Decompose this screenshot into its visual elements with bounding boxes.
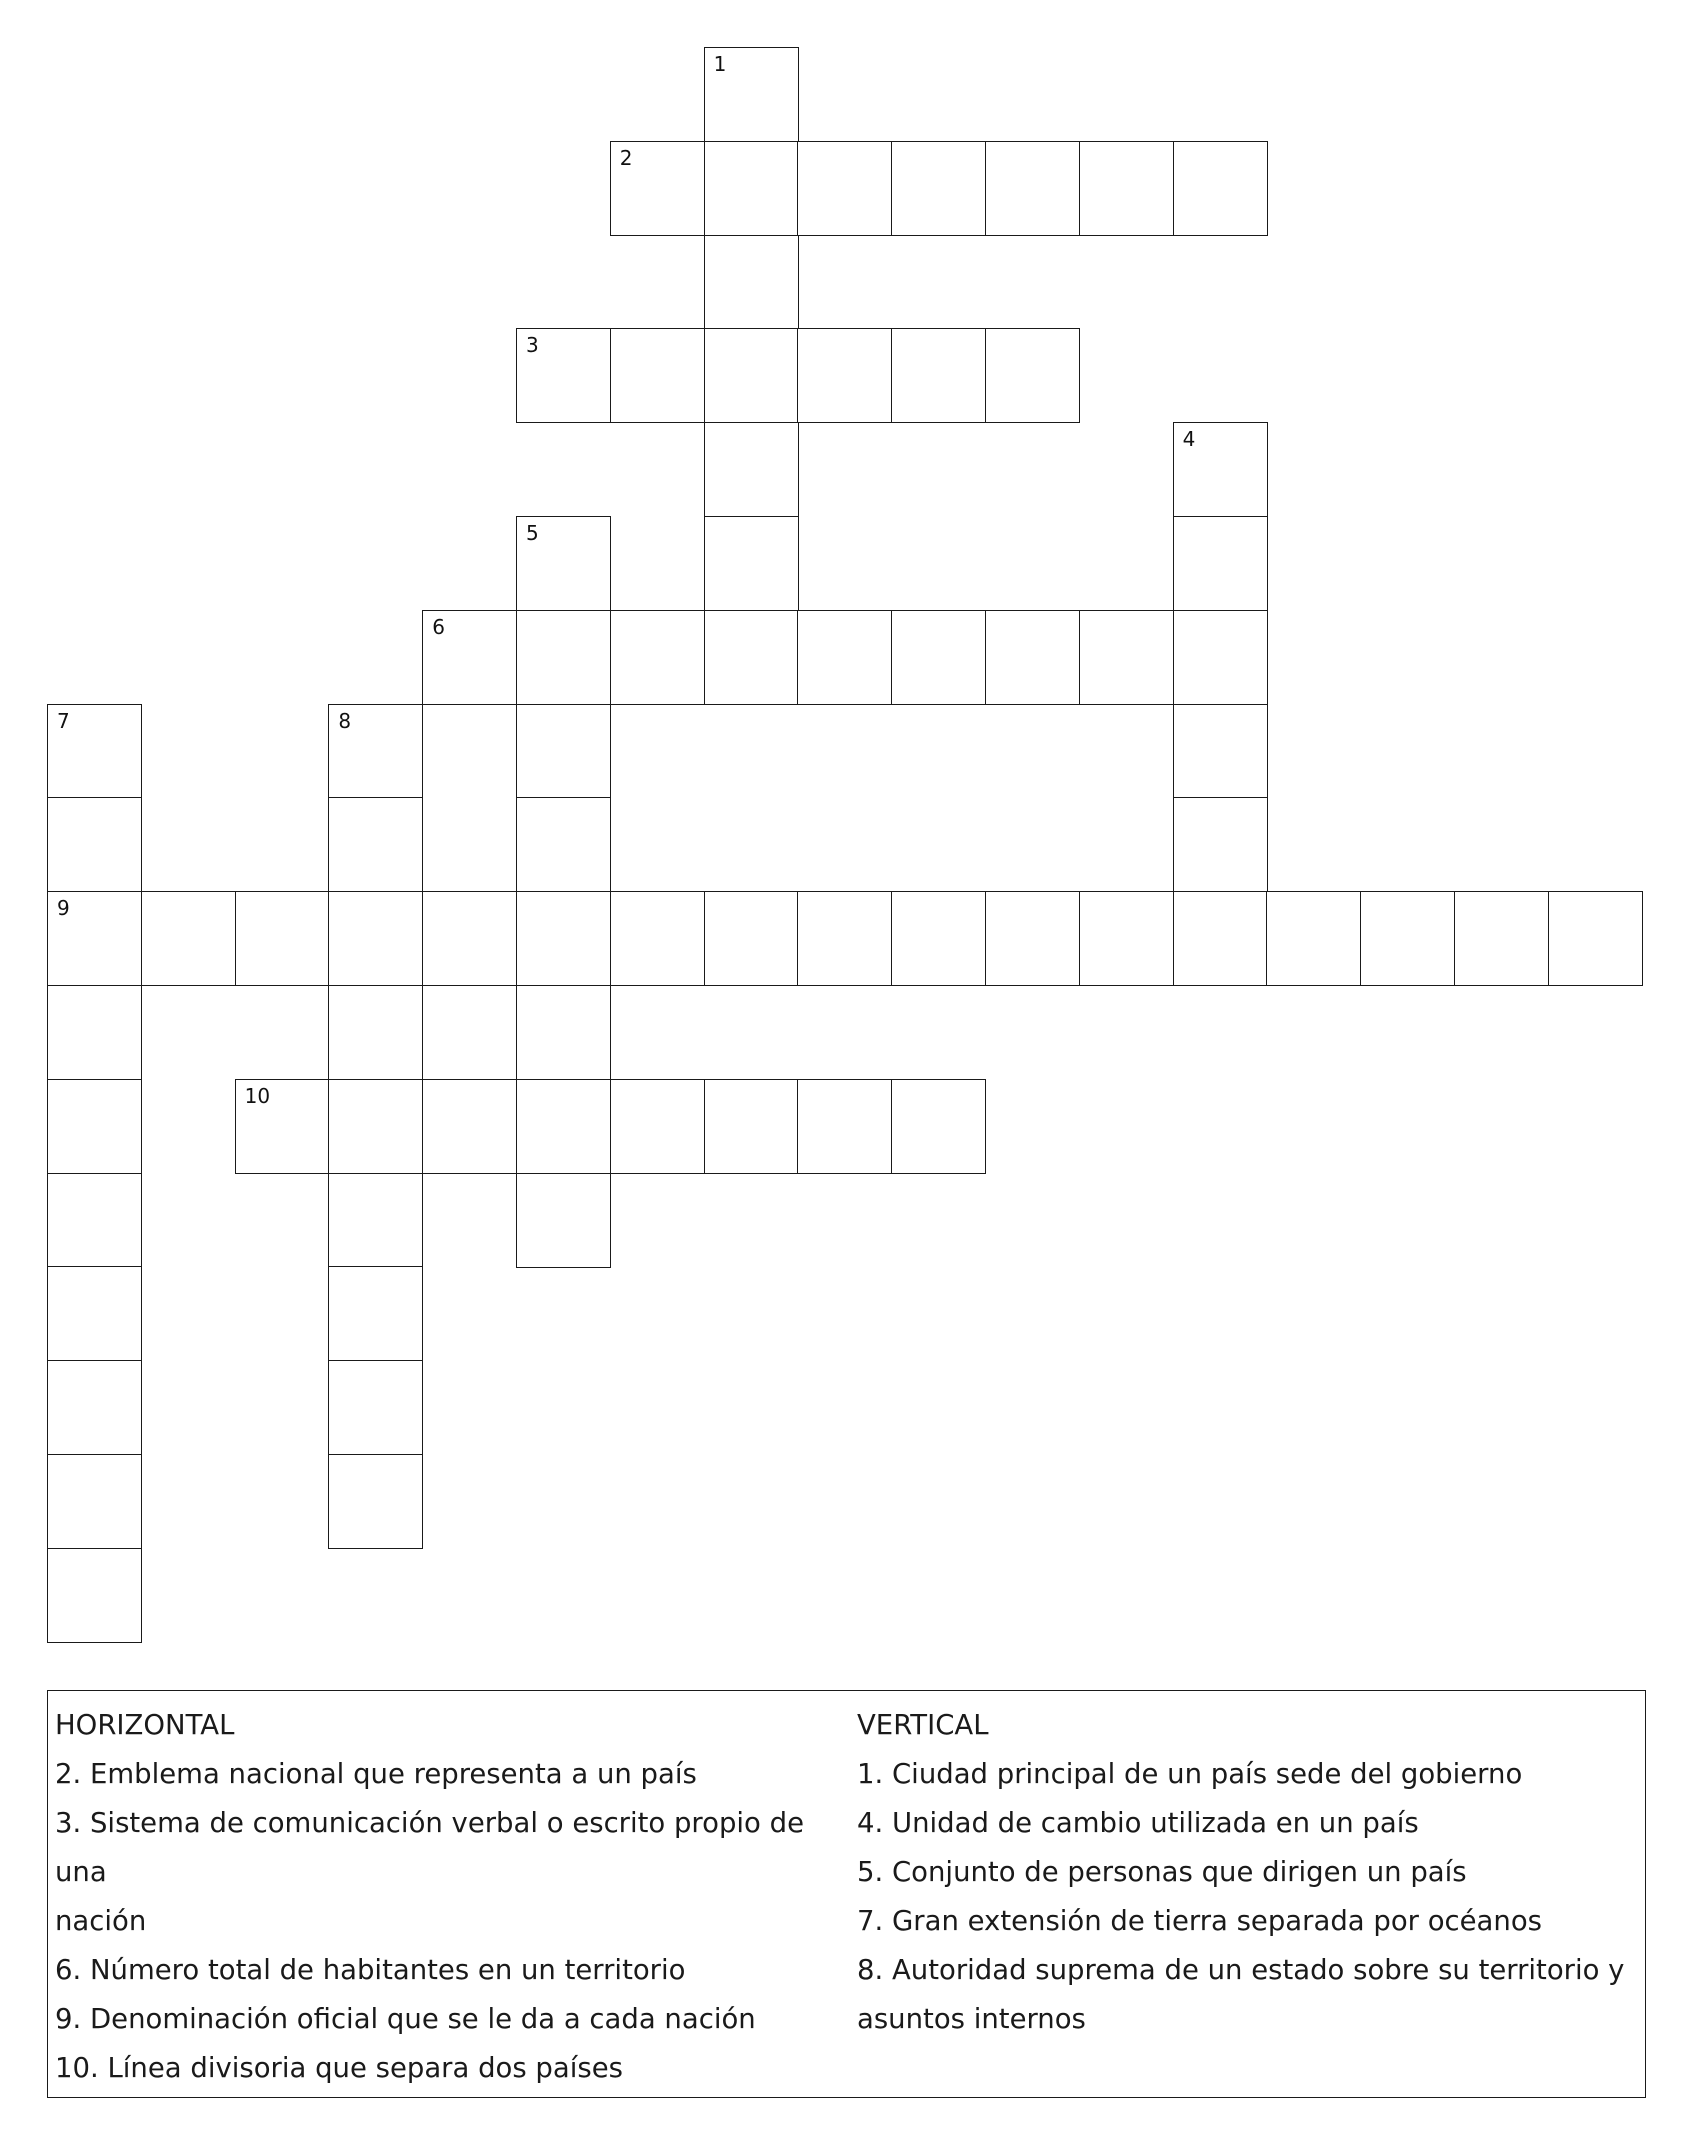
crossword-cell[interactable]: [1454, 891, 1549, 986]
clue-line: 4. Unidad de cambio utilizada en un país: [857, 1807, 1419, 1839]
crossword-cell[interactable]: [516, 516, 611, 611]
clue-line: nación: [55, 1905, 147, 1937]
clue-number: 10: [244, 1083, 271, 1108]
crossword-cell[interactable]: [516, 1079, 611, 1174]
crossword-cell[interactable]: [47, 704, 142, 799]
crossword-cell[interactable]: [704, 47, 799, 142]
crossword-cell[interactable]: [891, 1079, 986, 1174]
crossword-cell[interactable]: [422, 610, 517, 705]
clue-number: 5: [526, 521, 539, 545]
crossword-cell[interactable]: [704, 1079, 799, 1174]
crossword-cell[interactable]: [47, 891, 142, 986]
crossword-cell[interactable]: [704, 891, 799, 986]
horizontal-clues: [55, 1701, 855, 2093]
crossword-cell[interactable]: [610, 1079, 705, 1174]
crossword-cell[interactable]: [1360, 891, 1455, 986]
clue-line: 1. Ciudad principal de un país sede del gobierno: [857, 1758, 1523, 1790]
crossword-cell[interactable]: [704, 141, 799, 236]
clue-line: 6. Número total de habitantes en un territorio: [55, 1954, 686, 1986]
crossword-cell[interactable]: [47, 1548, 142, 1643]
clue-line: 5. Conjunto de personas que dirigen un país: [857, 1856, 1467, 1888]
crossword-cell[interactable]: [797, 610, 892, 705]
crossword-cell[interactable]: [610, 328, 705, 423]
crossword-cell[interactable]: [797, 1079, 892, 1174]
crossword-cell[interactable]: [1173, 610, 1268, 705]
crossword-cell[interactable]: [985, 891, 1080, 986]
crossword-cell[interactable]: [328, 1173, 423, 1268]
crossword-cell[interactable]: [610, 891, 705, 986]
crossword-cell[interactable]: [1173, 797, 1268, 892]
horizontal-title: HORIZONTAL: [55, 1709, 235, 1741]
crossword-cell[interactable]: [328, 1360, 423, 1455]
crossword-cell[interactable]: [516, 704, 611, 799]
crossword-cell[interactable]: [516, 610, 611, 705]
crossword-cell[interactable]: [422, 1079, 517, 1174]
crossword-cell[interactable]: [610, 610, 705, 705]
crossword-cell[interactable]: [1173, 141, 1268, 236]
crossword-cell[interactable]: [1079, 141, 1174, 236]
crossword-cell[interactable]: [797, 891, 892, 986]
crossword-cell[interactable]: [704, 516, 799, 611]
crossword-cell[interactable]: [1173, 422, 1268, 517]
crossword-cell[interactable]: [328, 1266, 423, 1361]
crossword-cell[interactable]: [704, 235, 799, 330]
clue-box: [47, 1690, 1646, 2098]
crossword-cell[interactable]: [610, 141, 705, 236]
crossword-cell[interactable]: [1173, 704, 1268, 799]
crossword-cell[interactable]: [47, 1266, 142, 1361]
crossword-cell[interactable]: [235, 1079, 330, 1174]
crossword-cell[interactable]: [891, 328, 986, 423]
crossword-cell[interactable]: [797, 141, 892, 236]
crossword-cell[interactable]: [47, 985, 142, 1080]
vertical-title: VERTICAL: [857, 1709, 989, 1741]
crossword-cell[interactable]: [328, 704, 423, 799]
clue-number: 2: [619, 145, 633, 170]
clue-number: 1: [713, 52, 727, 76]
crossword-cell[interactable]: [985, 141, 1080, 236]
crossword-cell[interactable]: [704, 328, 799, 423]
crossword-cell[interactable]: [985, 610, 1080, 705]
clue-number: 9: [57, 896, 70, 921]
crossword-cell[interactable]: [1548, 891, 1643, 986]
clue-line: 7. Gran extensión de tierra separada por océanos: [857, 1905, 1542, 1937]
crossword-cell[interactable]: [141, 891, 236, 986]
crossword-cell[interactable]: [47, 1173, 142, 1268]
crossword-cell[interactable]: [516, 797, 611, 892]
crossword-cell[interactable]: [328, 985, 423, 1080]
crossword-cell[interactable]: [516, 328, 611, 423]
crossword-cell[interactable]: [891, 891, 986, 986]
crossword-cell[interactable]: [797, 328, 892, 423]
crossword-cell[interactable]: [328, 1079, 423, 1174]
clue-number: 8: [338, 708, 352, 733]
crossword-cell[interactable]: [47, 1079, 142, 1174]
crossword-cell[interactable]: [1079, 891, 1174, 986]
crossword-cell[interactable]: [1173, 516, 1268, 611]
crossword-cell[interactable]: [516, 985, 611, 1080]
crossword-cell[interactable]: [1266, 891, 1361, 986]
crossword-cell[interactable]: [328, 797, 423, 892]
clue-line: 3. Sistema de comunicación verbal o escrito propio de una: [55, 1807, 804, 1888]
crossword-cell[interactable]: [47, 1454, 142, 1549]
crossword-cell[interactable]: [516, 1173, 611, 1268]
clue-line: 2. Emblema nacional que representa a un país: [55, 1758, 697, 1790]
clue-line: 9. Denominación oficial que se le da a cada nación: [55, 2003, 756, 2035]
crossword-cell[interactable]: [328, 1454, 423, 1549]
crossword-cell[interactable]: [704, 422, 799, 517]
crossword-cell[interactable]: [891, 141, 986, 236]
crossword-cell[interactable]: [985, 328, 1080, 423]
clue-number: 7: [57, 708, 70, 733]
crossword-cell[interactable]: [422, 891, 517, 986]
crossword-cell[interactable]: [47, 797, 142, 892]
crossword-cell[interactable]: [328, 891, 423, 986]
crossword-cell[interactable]: [1173, 891, 1268, 986]
crossword-cell[interactable]: [1079, 610, 1174, 705]
crossword-cell[interactable]: [704, 610, 799, 705]
clue-line: 10. Línea divisoria que separa dos países: [55, 2052, 623, 2084]
clue-number: 3: [526, 333, 539, 358]
crossword-cell[interactable]: [47, 1360, 142, 1455]
crossword-cell[interactable]: [516, 891, 611, 986]
vertical-clues: [857, 1701, 1637, 2044]
clue-number: 6: [432, 614, 445, 639]
clue-line: asuntos internos: [857, 2003, 1086, 2035]
clue-line: 8. Autoridad suprema de un estado sobre su territorio y: [857, 1954, 1625, 1986]
clue-number: 4: [1182, 427, 1196, 452]
crossword-cell[interactable]: [891, 610, 986, 705]
crossword-cell[interactable]: [235, 891, 330, 986]
